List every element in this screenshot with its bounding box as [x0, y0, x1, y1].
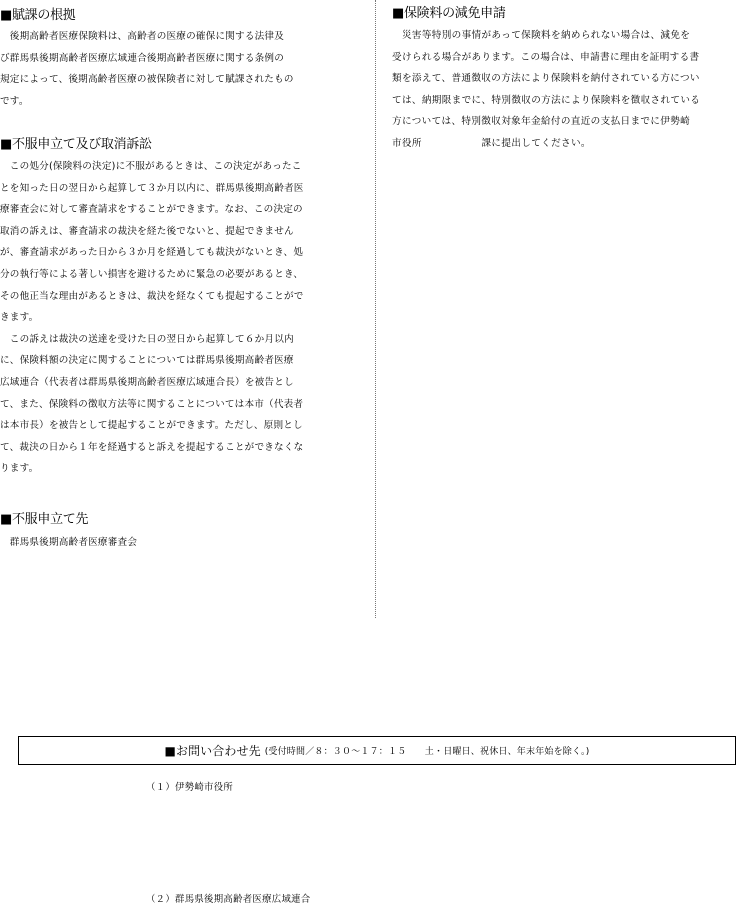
text-line: に、保険料額の決定に関することについては群馬県後期高齢者医療 — [0, 355, 294, 367]
basis-paragraph — [0, 26, 294, 112]
text-line: 災害等特別の事情があって保険料を納められない場合は、減免を — [392, 30, 691, 41]
text-line: 市役所 課に提出してください。 — [392, 137, 591, 149]
destination-paragraph — [0, 532, 137, 554]
text-line: とを知った日の翌日から起算して３か月以内に、群馬県後期高齢者医 — [0, 182, 304, 194]
basis-heading: ■賦課の根拠 — [0, 8, 76, 23]
contact-item-union: （２）群馬県後期高齢者医療広域連合 — [146, 894, 311, 905]
text-line: て、また、保険料の徴収方法等に関することについては本市（代表者 — [0, 398, 304, 410]
text-line: その他正当な理由があるときは、裁決を経なくても提起することがで — [0, 290, 304, 302]
text-line: て、裁決の日から１年を経過すると訴えを提起することができなくな — [0, 441, 304, 453]
text-line: 取消の訴えは、審査請求の裁決を経た後でないと、提起できません — [0, 225, 294, 237]
text-line: 療審査会に対して審査請求をすることができます。なお、この決定の — [0, 204, 303, 216]
text-line: ります。 — [0, 463, 39, 475]
objection-paragraph — [0, 156, 304, 480]
destination-heading: ■不服申立て先 — [0, 512, 89, 527]
contact-item-city-office: （１）伊勢崎市役所 — [146, 782, 234, 793]
contact-box — [18, 736, 736, 765]
text-line: は本市長）を被告として提起することができます。ただし、原則とし — [0, 420, 303, 432]
text-line: 分の執行等による著しい損害を避けるために緊急の必要があるとき、 — [0, 268, 304, 280]
text-line: が、審査請求があった日から３か月を経過しても裁決がないとき、処 — [0, 247, 304, 259]
contact-heading: ■お問い合わせ先 — [164, 744, 261, 758]
text-line: この訴えは裁決の送達を受けた日の翌日から起算して６か月以内 — [0, 333, 294, 345]
text-line: です。 — [0, 95, 29, 107]
text-line: この処分(保険料の決定)に不服があるときは、この決定があったこ — [0, 161, 302, 172]
text-line: 方については、特別徴収対象年金給付の直近の支払日までに伊勢崎 — [392, 116, 691, 128]
column-divider — [375, 0, 376, 618]
text-line: ては、納期限までに、特別徴収の方法により保険料を徴収されている — [392, 94, 701, 106]
reduction-heading: ■保険料の減免申請 — [392, 6, 506, 21]
text-line: 類を添えて、普通徴収の方法により保険料を納付されている方につい — [392, 73, 700, 85]
contact-hours: (受付時間／８：３０～１７：１５ 土・日曜日、祝休日、年末年始を除く。) — [264, 747, 590, 757]
text-line: 広域連合（代表者は群馬県後期高齢者医療広域連合長）を被告とし — [0, 376, 294, 388]
text-line: び群馬県後期高齢者医療広域連合後期高齢者医療に関する条例の — [0, 52, 285, 64]
text-line: 受けられる場合があります。この場合は、申請書に理由を証明する書 — [392, 51, 700, 63]
objection-heading: ■不服申立て及び取消訴訟 — [0, 137, 152, 152]
reduction-paragraph — [392, 25, 700, 155]
text-line: 規定によって、後期高齢者医療の被保険者に対して賦課されたもの — [0, 74, 294, 86]
text-line: 後期高齢者医療保険料は、高齢者の医療の確保に関する法律及 — [0, 31, 285, 42]
text-line: 群馬県後期高齢者医療審査会 — [0, 537, 138, 548]
text-line: きます。 — [0, 312, 39, 324]
